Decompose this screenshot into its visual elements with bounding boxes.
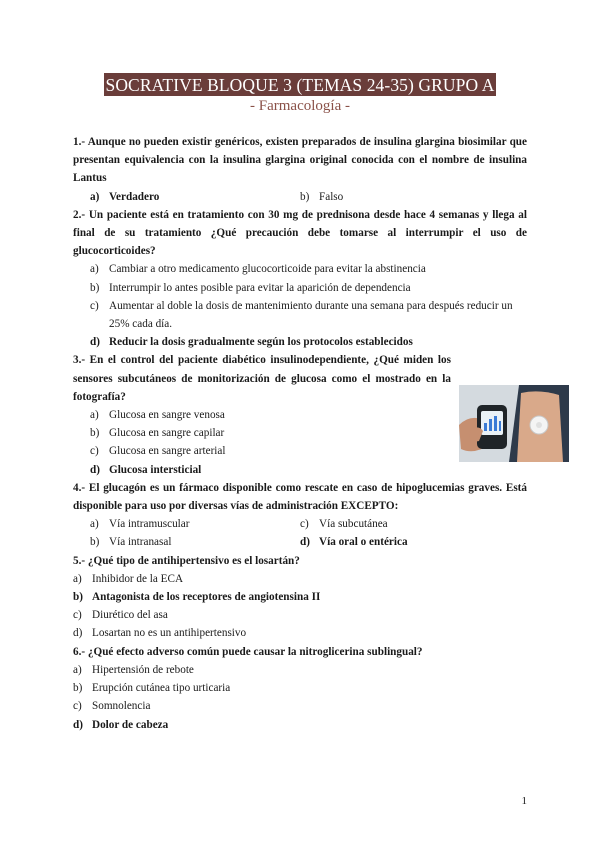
option-text: Verdadero	[109, 190, 160, 203]
option-letter: a)	[73, 572, 82, 585]
option-4b	[73, 533, 300, 551]
option-text: Vía oral o entérica	[319, 536, 408, 549]
option-text: Diurético del asa	[92, 609, 168, 622]
option-text: Glucosa en sangre capilar	[109, 427, 225, 440]
option-letter: d)	[73, 627, 83, 640]
glucose-sensor-photo	[459, 385, 569, 462]
option-5d	[73, 624, 527, 642]
option-text: Somnolencia	[92, 700, 151, 713]
option-text: Erupción cutánea tipo urticaria	[92, 682, 231, 695]
option-3d	[73, 461, 527, 479]
option-letter: c)	[90, 299, 99, 312]
question-6: 6.- ¿Qué efecto adverso común puede causar la nitroglicerina sublingual?	[73, 645, 423, 658]
option-5b	[73, 588, 527, 606]
option-text: Vía intranasal	[109, 536, 172, 549]
option-6b	[73, 679, 527, 697]
option-letter: b)	[90, 536, 100, 549]
option-text: Interrumpir lo antes posible para evitar la aparición de dependencia	[109, 281, 411, 294]
option-letter: d)	[73, 718, 83, 731]
option-1a	[73, 188, 300, 206]
question-5-options	[73, 570, 527, 643]
option-letter: b)	[90, 281, 100, 294]
page-number: 1	[521, 795, 527, 807]
option-2d	[73, 333, 527, 351]
option-1b	[300, 188, 527, 206]
option-text: Glucosa intersticial	[109, 463, 202, 476]
page-subtitle: - Farmacología -	[250, 98, 350, 114]
option-text: Reducir la dosis gradualmente según los protocolos establecidos	[109, 336, 413, 349]
option-text: Vía intramuscular	[109, 518, 190, 531]
title-wrap	[0, 73, 600, 96]
option-4a	[73, 515, 300, 533]
option-text: Hipertensión de rebote	[92, 663, 194, 676]
option-2a	[73, 260, 527, 278]
option-letter: a)	[90, 518, 99, 531]
question-6-options	[73, 661, 527, 734]
option-letter: a)	[90, 409, 99, 422]
option-letter: d)	[90, 336, 100, 349]
option-text: Antagonista de los receptores de angiotensina II	[92, 591, 321, 604]
option-6d	[73, 716, 527, 734]
question-1: 1.- Aunque no pueden existir genéricos, existen preparados de insulina glargina biosimilar que presentan equivalencia con la insulina glargina original conocida con el nombre de insulina Lantus	[73, 136, 527, 185]
question-2-options	[73, 260, 527, 351]
option-text: Losartan no es un antihipertensivo	[92, 627, 247, 640]
option-letter: c)	[90, 445, 99, 458]
option-text: Cambiar a otro medicamento glucocorticoide para evitar la abstinencia	[109, 263, 426, 276]
option-letter: d)	[90, 463, 100, 476]
option-letter: b)	[73, 591, 83, 604]
option-text: Vía subcutánea	[319, 518, 388, 531]
option-letter: a)	[90, 263, 99, 276]
option-letter: a)	[73, 663, 82, 676]
option-text: Glucosa en sangre venosa	[109, 409, 225, 422]
option-letter: c)	[73, 609, 82, 622]
option-2c	[73, 297, 527, 333]
option-letter: c)	[73, 700, 82, 713]
option-text: Falso	[319, 190, 344, 203]
option-text: Dolor de cabeza	[92, 718, 169, 731]
option-text: Inhibidor de la ECA	[92, 572, 184, 585]
option-5c	[73, 606, 527, 624]
option-5a	[73, 570, 527, 588]
option-letter: c)	[300, 518, 309, 531]
question-4-options	[73, 515, 527, 551]
option-2b	[73, 279, 527, 297]
question-4: 4.- El glucagón es un fármaco disponible como rescate en caso de hipoglucemias graves. Está disponible para uso por diversas vías de administración EXCEPTO:	[73, 481, 527, 513]
page-title: SOCRATIVE BLOQUE 3 (TEMAS 24-35) GRUPO A	[105, 75, 495, 95]
question-1-options	[73, 188, 527, 206]
question-2: 2.- Un paciente está en tratamiento con 30 mg de prednisona desde hace 4 semanas y llega al final de su tratamiento ¿Qué precaución debe tomarse al interrumpir el uso de glucocorticoides?	[73, 208, 527, 258]
option-letter: b)	[73, 682, 83, 695]
option-4c	[300, 515, 527, 533]
option-letter: b)	[300, 190, 310, 203]
option-letter: b)	[90, 427, 100, 440]
question-5: 5.- ¿Qué tipo de antihipertensivo es el losartán?	[73, 554, 300, 567]
option-4d	[300, 533, 527, 551]
question-3: 3.- En el control del paciente diabético insulinodependiente, ¿Qué miden los sensores subcutáneos de monitorización de glucosa como el mostrado en la fotografía?	[73, 354, 451, 403]
option-letter: d)	[300, 536, 310, 549]
option-letter: a)	[90, 190, 100, 203]
option-text: Glucosa en sangre arterial	[109, 445, 226, 458]
option-text: Aumentar al doble la dosis de mantenimiento durante una semana para después reducir un 25% cada día.	[109, 299, 513, 331]
option-6c	[73, 697, 527, 715]
option-6a	[73, 661, 527, 679]
